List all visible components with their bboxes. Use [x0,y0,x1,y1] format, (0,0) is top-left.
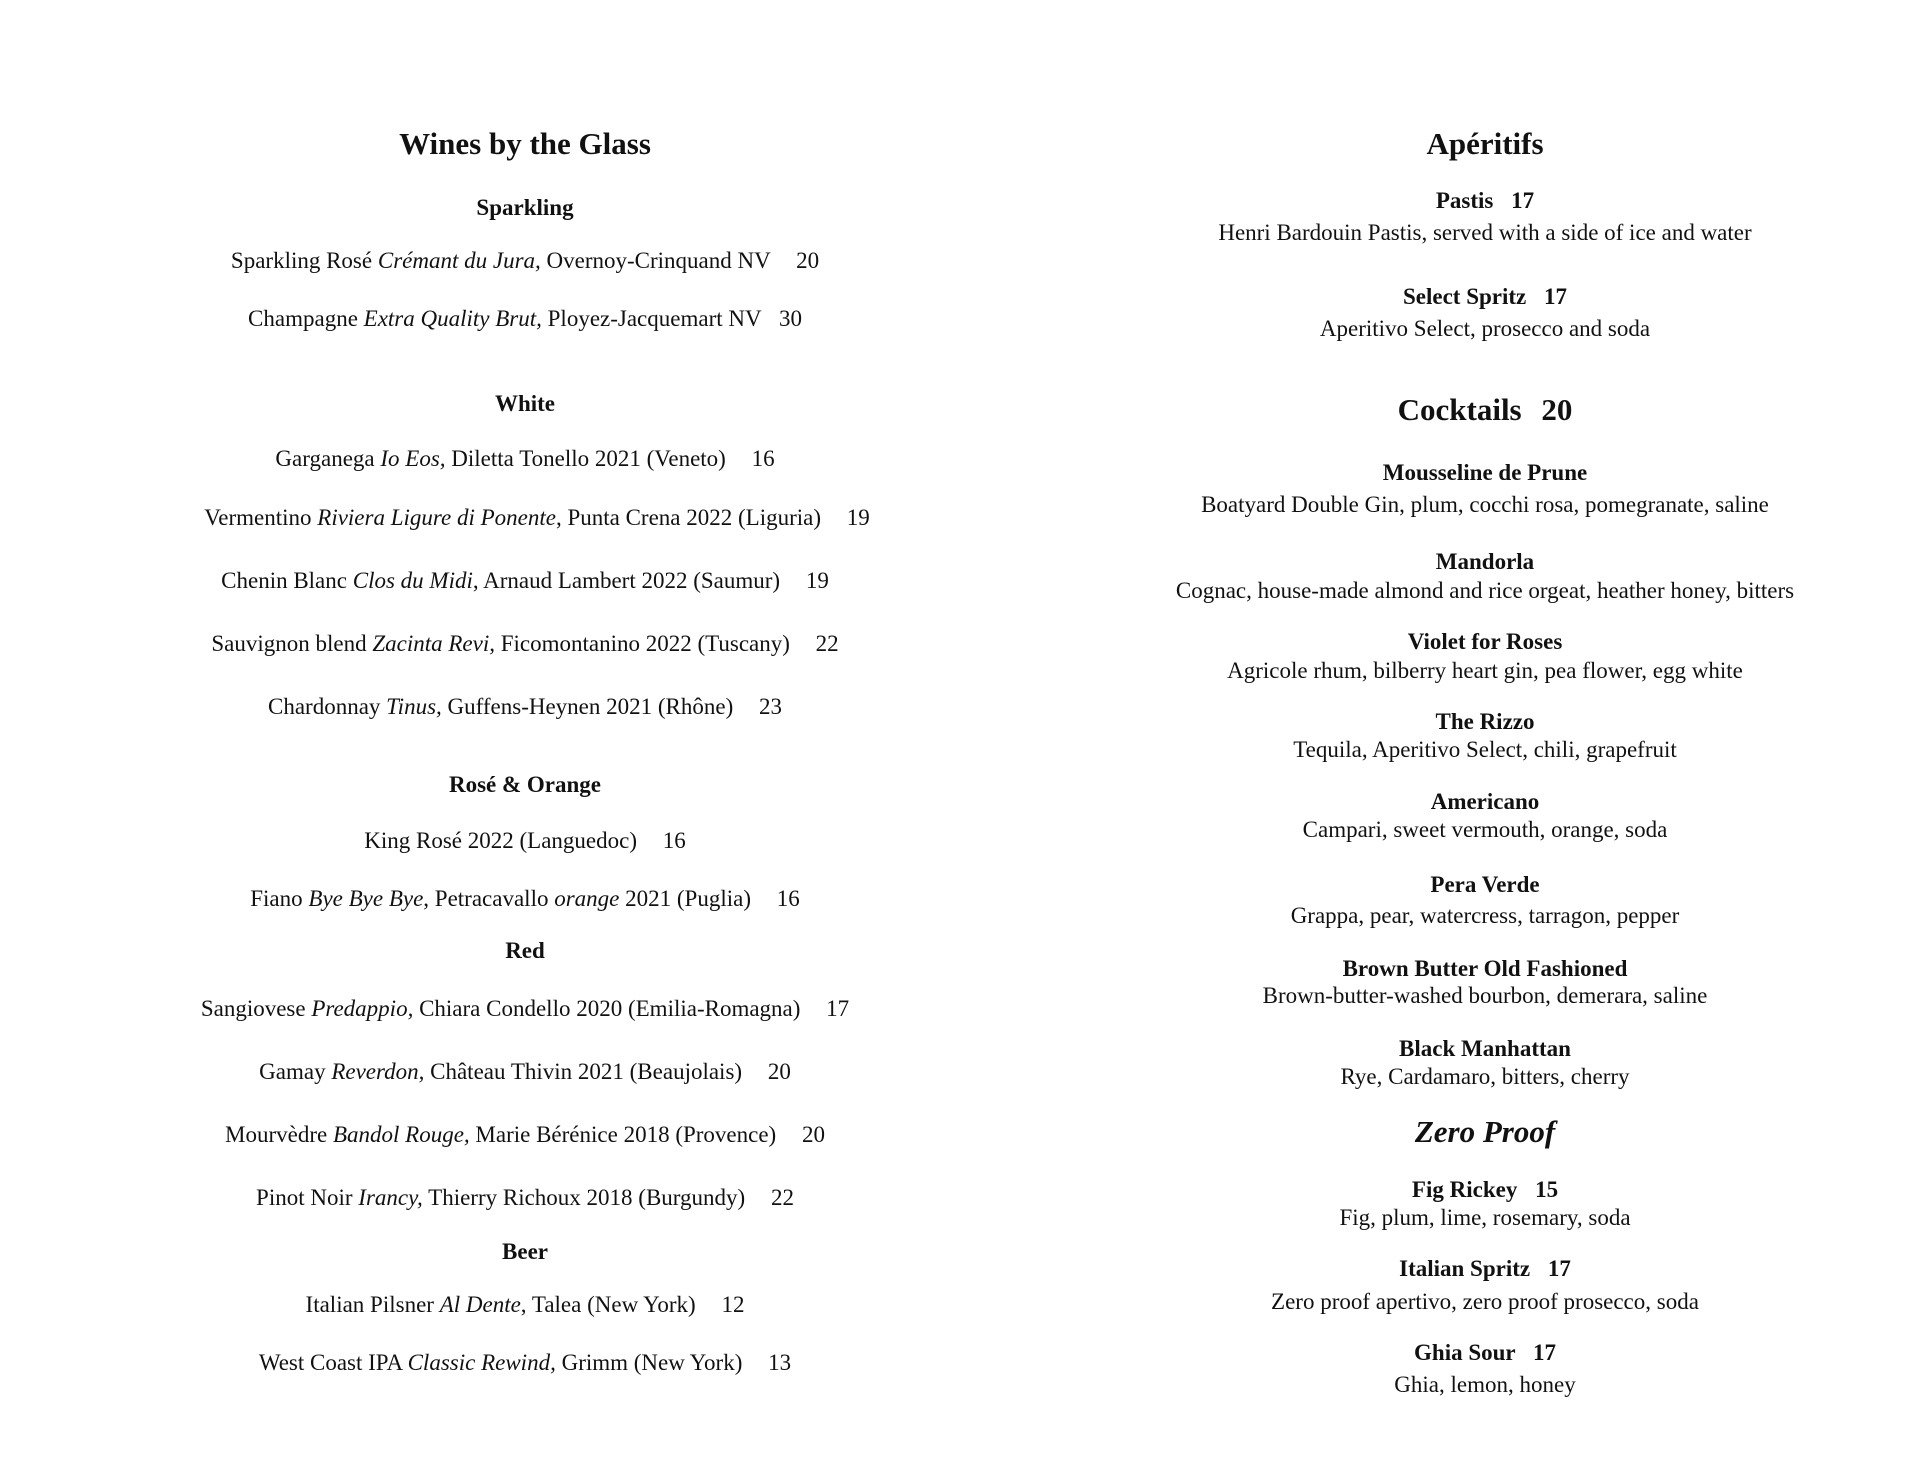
wine-price: 16 [776,886,800,911]
wine-cuvee: Clos du Midi [352,568,473,593]
wine-grape: Champagne [248,306,358,331]
cocktail-description: Grappa, pear, watercress, tarragon, pepper [1290,903,1680,928]
drink-price: 17 [1547,1256,1571,1281]
wine-price: 19 [805,568,829,593]
wine-item [0,828,1050,854]
drink-name [1050,1340,1920,1366]
wine-grape: Garganega [275,446,375,471]
cocktail-description: Brown-butter-washed bourbon, demerara, saline [1262,983,1708,1008]
cocktail-description: Campari, sweet vermouth, orange, soda [1302,817,1668,842]
wine-item [0,1059,1050,1085]
wine-vintage: 2021 (Puglia) [625,886,751,911]
wine-producer: Guffens-Heynen 2021 (Rhône) [447,694,734,719]
drink-name [1050,188,1920,214]
cocktail-name: Black Manhattan [1399,1036,1571,1061]
wine-producer: Château Thivin 2021 (Beaujolais) [430,1059,743,1084]
drink-name [1050,1177,1920,1203]
wine-cuvee: Riviera Ligure di Ponente [317,505,556,530]
wine-price: 20 [801,1122,825,1147]
wine-item [0,248,1050,274]
drink-name [1050,1256,1920,1282]
beer-brewery: , Talea (New York) [520,1292,696,1317]
wine-producer: Overnoy-Crinquand NV [546,248,771,273]
wine-grape: Mourvèdre [225,1122,328,1147]
cocktail-name: Brown Butter Old Fashioned [1342,956,1628,981]
wines-title: Wines by the Glass [399,126,651,161]
cocktails-price: 20 [1541,392,1573,427]
wine-cuvee: Zacinta Revi, [372,631,495,656]
wine-price: 16 [662,828,686,853]
wine-item [0,996,1050,1022]
section-heading-red: Red [505,938,545,963]
wine-cuvee: Bandol Rouge, [332,1122,470,1147]
wine-price: 23 [759,694,783,719]
cocktail-description: Agricole rhum, bilberry heart gin, pea flower, egg white [1227,658,1743,683]
wine-producer: Diletta Tonello 2021 (Veneto) [451,446,726,471]
wine-producer: Thierry Richoux 2018 (Burgundy) [428,1185,746,1210]
drink-price: 15 [1535,1177,1559,1202]
beer-style: Italian Pilsner [305,1292,434,1317]
wine-grape: Chardonnay [267,694,381,719]
wine-item [0,631,1050,657]
wine-price: 22 [815,631,839,656]
wine-grape: Sangiovese [200,996,306,1021]
wine-producer: , Petracavallo [423,886,549,911]
wine-cuvee: Bye Bye Bye [308,886,424,911]
wine-cuvee: Crémant du Jura, [377,248,541,273]
wine-item [0,886,1050,912]
drink-price: 17 [1532,1340,1556,1365]
drink-title: Italian Spritz [1399,1256,1531,1281]
wine-item [0,505,1050,531]
wine-grape: Vermentino [204,505,312,530]
wine-producer: Marie Bérénice 2018 (Provence) [475,1122,777,1147]
beer-price: 13 [768,1350,792,1375]
beer-item [0,1350,1050,1376]
cocktail-name: Americano [1430,789,1540,814]
wine-producer: , Punta Crena 2022 (Liguria) [555,505,822,530]
drink-name [1050,284,1920,310]
aperitifs-title: Apéritifs [1426,126,1544,161]
wine-price: 20 [767,1059,791,1084]
drinks-column [1050,0,1920,1484]
wine-grape: Fiano [250,886,303,911]
wine-item [0,694,1050,720]
wine-cuvee: Io Eos, [380,446,446,471]
cocktail-name: Pera Verde [1430,872,1540,897]
wine-grape: Gamay [259,1059,326,1084]
cocktails-heading: Cocktails [1397,392,1522,427]
section-heading-rose-orange: Rosé & Orange [448,772,602,797]
wine-producer: , Arnaud Lambert 2022 (Saumur) [472,568,781,593]
wine-cuvee: Predappio, [311,996,414,1021]
wine-price: 16 [751,446,775,471]
beer-brewery: Grimm (New York) [561,1350,743,1375]
wine-price: 30 [778,306,802,331]
drink-title: Select Spritz [1402,284,1527,309]
drink-description: Fig, plum, lime, rosemary, soda [1339,1205,1631,1230]
drink-title: Fig Rickey [1411,1177,1518,1202]
wine-item [0,568,1050,594]
wine-grape: Chenin Blanc [221,568,347,593]
wine-producer: Ficomontanino 2022 (Tuscany) [500,631,790,656]
drink-price: 17 [1544,284,1567,309]
drink-title: Ghia Sour [1414,1340,1516,1365]
section-heading-beer: Beer [502,1239,548,1264]
beer-name: Al Dente [439,1292,521,1317]
drink-description: Henri Bardouin Pastis, served with a side of ice and water [1218,220,1752,245]
beer-item [0,1292,1050,1318]
wine-price: 20 [796,248,820,273]
drink-description: Aperitivo Select, prosecco and soda [1319,316,1651,341]
wine-grape: Sparkling Rosé [230,248,373,273]
wine-producer: Chiara Condello 2020 (Emilia-Romagna) [419,996,801,1021]
wine-price: 17 [826,996,850,1021]
wine-grape: Pinot Noir [256,1185,353,1210]
beer-price: 12 [721,1292,745,1317]
cocktail-name: Mandorla [1435,549,1535,574]
wine-cuvee: Extra Quality Brut, [363,306,542,331]
drink-price: 17 [1511,188,1535,213]
drink-description: Zero proof apertivo, zero proof prosecco, soda [1271,1289,1699,1314]
cocktail-description: Boatyard Double Gin, plum, cocchi rosa, pomegranate, saline [1201,492,1769,517]
cocktail-description: Rye, Cardamaro, bitters, cherry [1340,1064,1630,1089]
wine-cuvee: Irancy, [358,1185,423,1210]
drink-title: Pastis [1435,188,1494,213]
wine-price: 19 [846,505,870,530]
beer-style: West Coast IPA [258,1350,402,1375]
cocktail-name: The Rizzo [1435,709,1535,734]
wine-cuvee: Reverdon, [331,1059,425,1084]
wine-item [0,306,1050,332]
wine-item [0,446,1050,472]
wine-style: orange [554,886,620,911]
section-heading-sparkling: Sparkling [476,195,574,220]
wine-item [0,1185,1050,1211]
cocktail-description: Tequila, Aperitivo Select, chili, grapefruit [1293,737,1677,762]
cocktail-name: Mousseline de Prune [1382,460,1588,485]
wine-name: King Rosé 2022 (Languedoc) [364,828,637,853]
drink-description: Ghia, lemon, honey [1394,1372,1576,1397]
wine-cuvee: Tinus, [386,694,442,719]
wine-grape: Sauvignon blend [211,631,367,656]
wine-price: 22 [770,1185,794,1210]
wine-item [0,1122,1050,1148]
zero-proof-title: Zero Proof [1414,1114,1556,1149]
cocktail-name: Violet for Roses [1407,629,1563,654]
cocktail-description: Cognac, house-made almond and rice orgeat, heather honey, bitters [1175,578,1795,603]
wine-producer: Ployez-Jacquemart NV [547,306,762,331]
cocktails-title [1050,392,1920,428]
beer-name: Classic Rewind, [407,1350,556,1375]
section-heading-white: White [494,391,556,416]
